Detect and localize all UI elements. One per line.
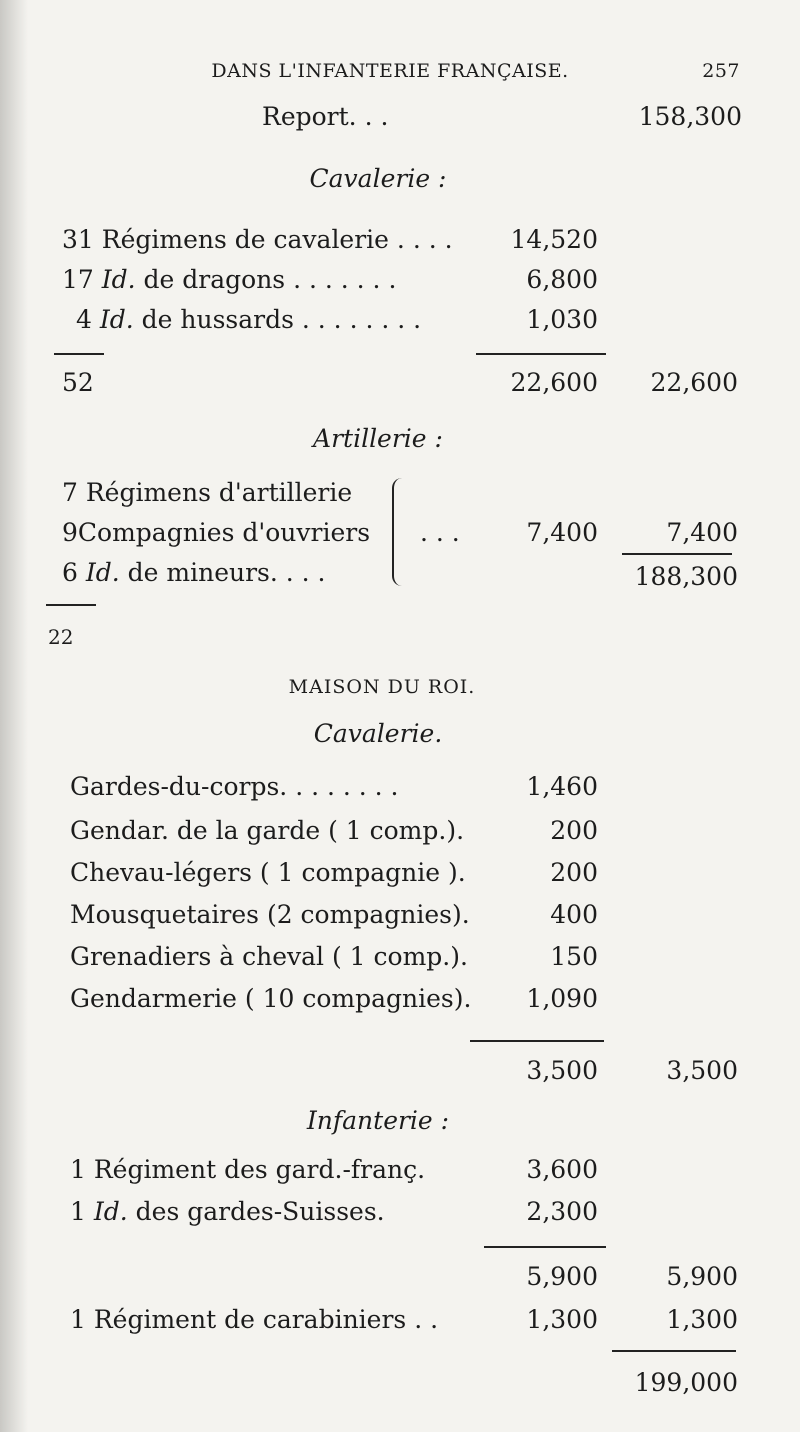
sum-rule: [612, 1350, 736, 1352]
cavalerie-row-1: 31 Régimens de cavalerie . . . .: [62, 225, 453, 254]
cavalerie-row-2-value: 6,800: [526, 265, 598, 294]
maison-cav-row-2-value: 200: [550, 816, 598, 845]
carabiniers-value: 1,300: [526, 1305, 598, 1334]
sum-rule: [46, 604, 96, 606]
running-total: 188,300: [634, 562, 738, 591]
sum-rule: [476, 353, 606, 355]
maison-cav-row-6: Gendarmerie ( 10 compagnies).: [70, 984, 472, 1013]
maison-cav-row-4: Mousquetaires (2 compagnies).: [70, 900, 470, 929]
maison-cav-row-1-value: 1,460: [526, 772, 598, 801]
cavalerie-row-3: 4 Id. de hussards . . . . . . . .: [76, 305, 422, 334]
section-title-maison-cavalerie: Cavalerie.: [313, 719, 443, 748]
section-title-maison-infanterie: Infanterie :: [306, 1106, 450, 1135]
maison-inf-row-2: 1 Id. des gardes-Suisses.: [70, 1197, 385, 1226]
maison-cav-row-6-value: 1,090: [526, 984, 598, 1013]
running-header: DANS L'INFANTERIE FRANÇAISE.: [211, 60, 569, 82]
carabiniers-total: 1,300: [666, 1305, 738, 1334]
maison-cav-row-2: Gendar. de la garde ( 1 comp.).: [70, 816, 465, 845]
cavalerie-total: 22,600: [650, 368, 738, 397]
cavalerie-subtotal: 22,600: [510, 368, 598, 397]
maison-inf-subtotal: 5,900: [526, 1262, 598, 1291]
artillerie-sum-num: 22: [48, 625, 74, 649]
artillerie-value: 7,400: [526, 518, 598, 547]
page-number: 257: [702, 60, 740, 82]
carabiniers-row: 1 Régiment de carabiniers . .: [70, 1305, 439, 1334]
artillerie-row-3: 6 Id. de mineurs. . . .: [62, 558, 326, 587]
maison-inf-row-1-value: 3,600: [526, 1155, 598, 1184]
maison-inf-total: 5,900: [666, 1262, 738, 1291]
maison-cav-row-4-value: 400: [550, 900, 598, 929]
maison-inf-row-1: 1 Régiment des gard.-franç.: [70, 1155, 426, 1184]
artillerie-leader-dots: . . .: [420, 518, 460, 547]
sum-rule: [484, 1246, 606, 1248]
sum-rule: [470, 1040, 604, 1042]
artillerie-total: 7,400: [666, 518, 738, 547]
section-title-cavalerie: Cavalerie :: [309, 164, 447, 193]
maison-cav-row-5-value: 150: [550, 942, 598, 971]
sum-rule: [54, 353, 104, 355]
cavalerie-row-2: 17 Id. de dragons . . . . . . .: [62, 265, 397, 294]
brace: [392, 478, 408, 586]
section-title-artillerie: Artillerie :: [313, 424, 443, 453]
cavalerie-sum-num: 52: [62, 368, 94, 397]
artillerie-row-1: 7 Régimens d'artillerie: [62, 478, 353, 507]
maison-cav-subtotal: 3,500: [526, 1056, 598, 1085]
sum-rule: [622, 553, 732, 555]
grand-total: 199,000: [634, 1368, 738, 1397]
maison-cav-row-3-value: 200: [550, 858, 598, 887]
cavalerie-row-1-value: 14,520: [510, 225, 598, 254]
report-label: Report. . .: [262, 102, 389, 131]
artillerie-row-2: 9Compagnies d'ouvriers: [62, 518, 371, 547]
cavalerie-row-3-value: 1,030: [526, 305, 598, 334]
maison-cav-row-1: Gardes-du-corps. . . . . . . .: [70, 772, 399, 801]
section-title-maison: MAISON DU ROI.: [288, 676, 476, 698]
report-total: 158,300: [638, 102, 742, 131]
maison-inf-row-2-value: 2,300: [526, 1197, 598, 1226]
maison-cav-row-5: Grenadiers à cheval ( 1 comp.).: [70, 942, 468, 971]
maison-cav-total: 3,500: [666, 1056, 738, 1085]
maison-cav-row-3: Chevau-légers ( 1 compagnie ).: [70, 858, 466, 887]
